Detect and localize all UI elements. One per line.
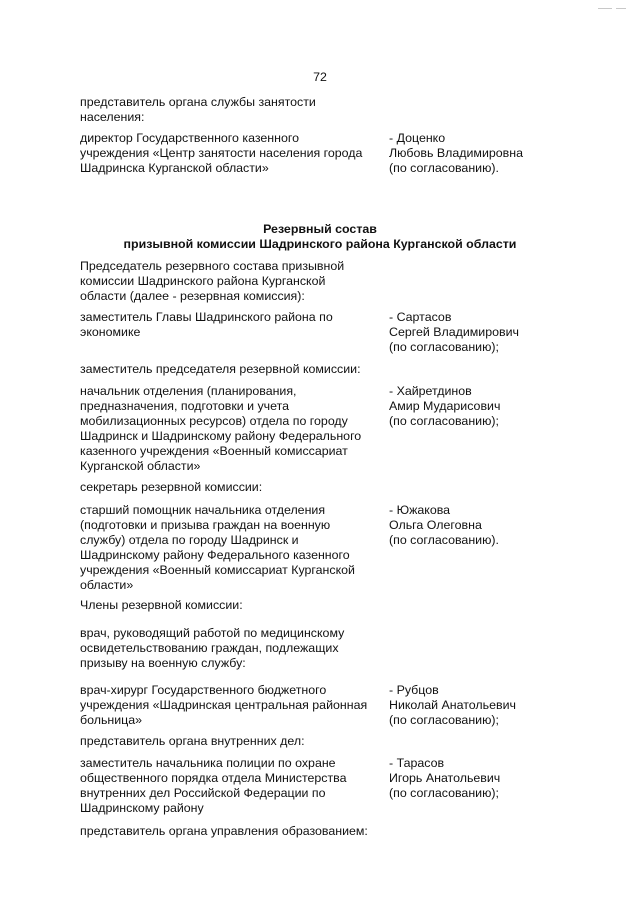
member-position: врач-хирург Государственного бюджетного учреждения «Шадринская центральная районная больница» [80, 683, 368, 727]
member-position: заместитель Главы Шадринского района по экономике [80, 310, 333, 339]
member-position: директор Государственного казенного учреждения «Центр занятости населения города Шадринска Курганской области» [80, 131, 363, 175]
member-position: старший помощник начальника отделения (подготовки и призыва граждан на военную службу) отдела по городу Шадринск и Шадринскому району Федерального казенного учреждения «Военный комиссариат Курганской области» [80, 503, 355, 592]
scan-mark [598, 8, 612, 9]
section-label: секретарь резервной комиссии: [80, 480, 263, 494]
member-name: - Рубцов Николай Анатольевич (по согласованию); [389, 683, 516, 727]
section-label: заместитель председателя резервной комиссии: [80, 362, 361, 376]
member-name: - Тарасов Игорь Анатольевич (по согласованию); [389, 756, 501, 800]
member-name: - Южакова Ольга Олеговна (по согласованию). [389, 503, 499, 547]
section-label: представитель органа службы занятости населения: [80, 95, 316, 124]
page-number: 72 [313, 70, 327, 84]
scan-mark [616, 8, 626, 9]
section-label: представитель органа внутренних дел: [80, 734, 305, 748]
member-position: начальник отделения (планирования, предназначения, подготовки и учета мобилизационных ресурсов) отдела по городу Шадринск и Шадринскому району Федерального казенного учреждения «Военный комиссариат Курганской области» [80, 384, 362, 473]
section-heading-line2: призывной комиссии Шадринского района Курганской области [123, 237, 517, 251]
section-label: представитель органа управления образованием: [80, 824, 368, 838]
member-position: заместитель начальника полиции по охране общественного порядка отдела Министерства внутренних дел Российской Федерации по Шадринскому району [80, 756, 347, 815]
section-label: Члены резервной комиссии: [80, 598, 243, 612]
member-name: - Хайретдинов Амир Мударисович (по согласованию); [389, 384, 501, 428]
member-name: - Сартасов Сергей Владимирович (по согласованию); [389, 310, 519, 354]
section-label: врач, руководящий работой по медицинскому освидетельствованию граждан, подлежащих призыву на военную службу: [80, 626, 345, 670]
chairman-label: Председатель резервного состава призывной комиссии Шадринского района Курганской области (далее - резервная комиссия): [80, 259, 345, 303]
member-name: - Доценко Любовь Владимировна (по согласованию). [389, 131, 523, 175]
section-heading-line1: Резервный состав [263, 222, 377, 236]
